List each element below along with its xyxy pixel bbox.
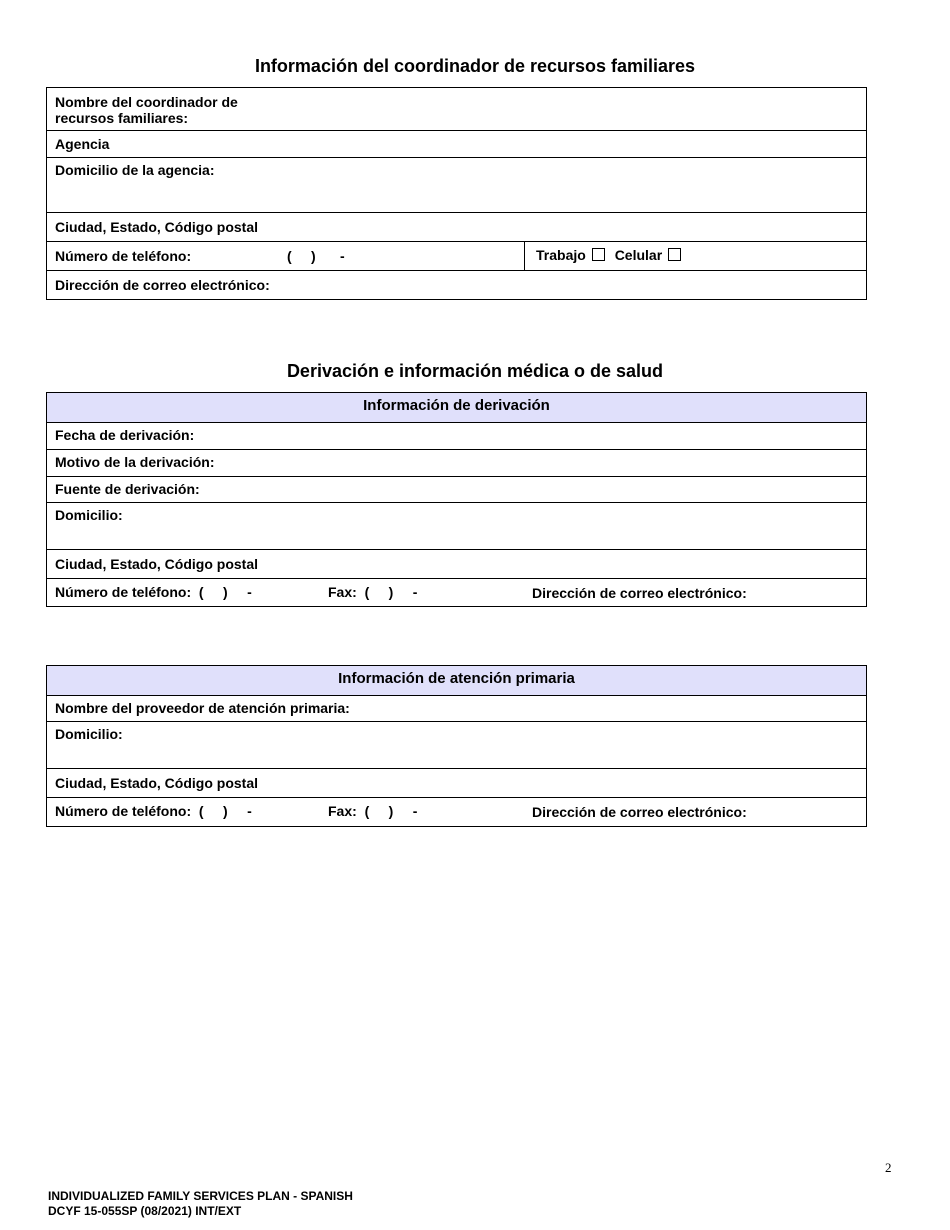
page-number: 2 <box>885 1160 892 1175</box>
primary-care-fax-label: Fax: ( ) - <box>328 803 418 819</box>
primary-care-city-row[interactable] <box>47 768 866 797</box>
referral-city-row[interactable] <box>47 549 866 578</box>
referral-phone-label: Número de teléfono: ( ) - <box>55 584 252 600</box>
phone-area-open: ( <box>287 248 292 264</box>
primary-care-address-label: Domicilio: <box>55 726 123 742</box>
referral-email-label: Dirección de correo electrónico: <box>532 585 747 601</box>
footer-form-code: DCYF 15-055SP (08/2021) INT/EXT <box>48 1204 242 1218</box>
primary-care-contact-row[interactable] <box>47 797 866 826</box>
coordinator-name-row[interactable] <box>47 88 866 130</box>
phone-type-group <box>536 247 681 263</box>
referral-source-row[interactable] <box>47 476 866 502</box>
referral-header-label: Información de derivación <box>363 397 550 414</box>
referral-header <box>47 393 866 422</box>
primary-care-table <box>46 665 867 827</box>
provider-name-row[interactable] <box>47 695 866 721</box>
coordinator-section-title: Información del coordinador de recursos familiares <box>254 56 696 76</box>
referral-source-label: Fuente de derivación: <box>55 481 200 497</box>
referral-address-label: Domicilio: <box>55 507 123 523</box>
phone-divider <box>524 242 525 270</box>
primary-care-email-label: Dirección de correo electrónico: <box>532 804 747 820</box>
referral-section-title: Derivación e información médica o de salud <box>286 361 664 381</box>
referral-address-row[interactable] <box>47 502 866 549</box>
cell-label: Celular <box>614 247 663 263</box>
agency-row[interactable] <box>47 130 866 157</box>
referral-date-label: Fecha de derivación: <box>55 427 195 443</box>
primary-care-header <box>47 666 866 695</box>
coordinator-email-label: Dirección de correo electrónico: <box>55 277 270 293</box>
work-label: Trabajo <box>536 247 586 263</box>
primary-care-phone-label: Número de teléfono: ( ) - <box>55 803 252 819</box>
agency-address-label: Domicilio de la agencia: <box>55 162 215 178</box>
agency-address-row[interactable] <box>47 157 866 212</box>
referral-reason-label: Motivo de la derivación: <box>55 454 215 470</box>
primary-care-address-row[interactable] <box>47 721 866 768</box>
phone-dash: - <box>340 248 345 264</box>
footer-form-title: INDIVIDUALIZED FAMILY SERVICES PLAN - SPANISH <box>48 1189 353 1203</box>
provider-name-label: Nombre del proveedor de atención primaria: <box>55 700 350 716</box>
work-checkbox[interactable] <box>592 248 605 261</box>
coordinator-table <box>46 87 867 300</box>
primary-care-city-label: Ciudad, Estado, Código postal <box>55 775 258 791</box>
cell-checkbox[interactable] <box>668 248 681 261</box>
referral-fax-label: Fax: ( ) - <box>328 584 418 600</box>
referral-date-row[interactable] <box>47 422 866 449</box>
referral-table <box>46 392 867 607</box>
coordinator-name-label: Nombre del coordinador de recursos familiares: <box>55 94 238 126</box>
coordinator-city-label: Ciudad, Estado, Código postal <box>55 219 258 235</box>
phone-area-close: ) <box>311 248 316 264</box>
form-footer <box>48 1189 353 1219</box>
referral-city-label: Ciudad, Estado, Código postal <box>55 556 258 572</box>
coordinator-phone-label: Número de teléfono: <box>55 248 192 264</box>
primary-care-header-label: Información de atención primaria <box>338 670 575 687</box>
referral-reason-row[interactable] <box>47 449 866 476</box>
coordinator-phone-row[interactable] <box>47 241 866 270</box>
coordinator-email-row[interactable] <box>47 270 866 299</box>
agency-label: Agencia <box>55 136 110 152</box>
coordinator-city-row[interactable] <box>47 212 866 241</box>
referral-contact-row[interactable] <box>47 578 866 606</box>
